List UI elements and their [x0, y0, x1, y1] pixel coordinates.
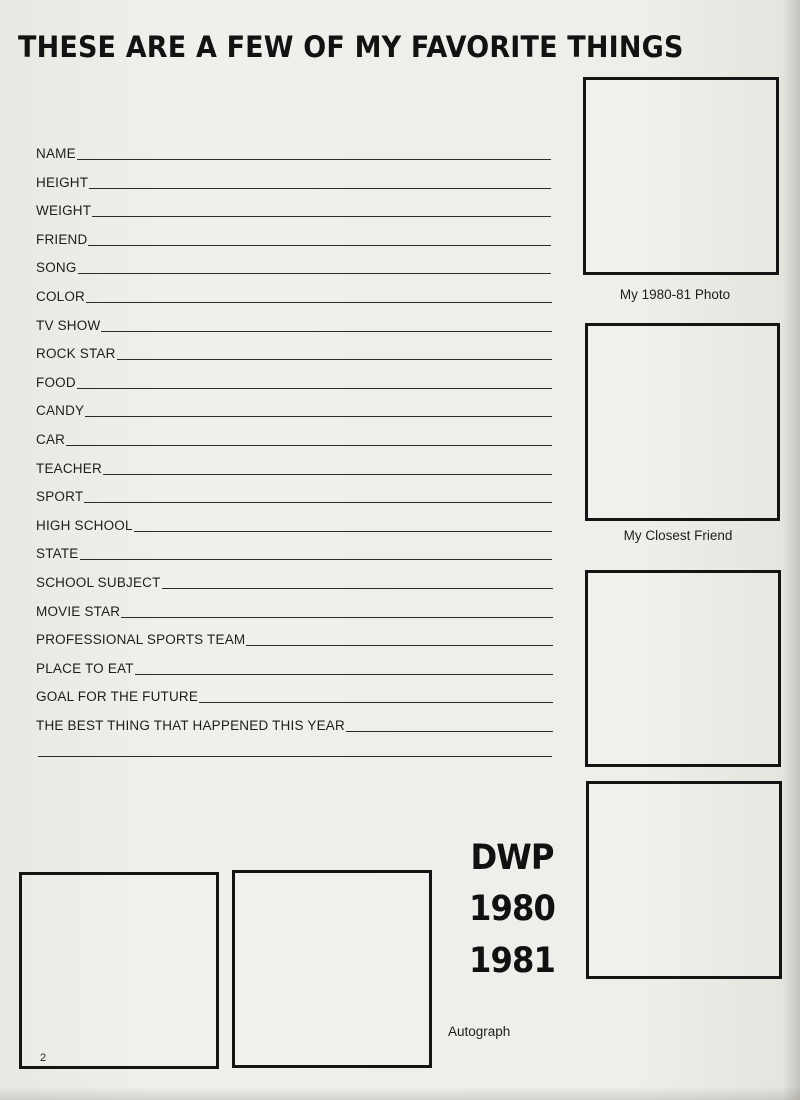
form-field-answer-line[interactable]: [84, 502, 552, 503]
form-field-label: SPORT: [36, 489, 84, 505]
autograph-label: Autograph: [448, 1024, 511, 1039]
form-field-label: FRIEND: [36, 231, 88, 247]
form-field-label: ROCK STAR: [36, 346, 116, 362]
form-field-answer-line[interactable]: [77, 159, 551, 160]
form-field-label: CAR: [36, 432, 66, 447]
form-field-answer-line[interactable]: [117, 359, 552, 360]
form-field-answer-line[interactable]: [78, 273, 552, 274]
form-field-row: [36, 142, 551, 162]
form-field-label: HEIGHT: [36, 174, 89, 190]
form-field-label: PROFESSIONAL SPORTS TEAM: [36, 632, 246, 648]
stamp-year-1981: 1981: [469, 941, 555, 981]
form-field-label: SCHOOL SUBJECT: [36, 575, 161, 590]
form-field-row: [36, 428, 552, 448]
autograph-box-2: [232, 870, 432, 1068]
form-field-row: [36, 657, 553, 677]
form-field-row: [36, 256, 551, 276]
extra-answer-line[interactable]: [38, 756, 552, 757]
form-field-answer-line[interactable]: [134, 531, 553, 532]
form-field-answer-line[interactable]: [86, 302, 551, 303]
stamp-year-1980: 1980: [469, 889, 555, 929]
form-field-answer-line[interactable]: [103, 474, 552, 475]
autograph-box-1: [19, 872, 219, 1069]
form-field-label: NAME: [36, 146, 76, 161]
form-field-row: [36, 714, 553, 734]
form-field-row: [36, 542, 552, 562]
form-field-label: THE BEST THING THAT HAPPENED THIS YEAR: [36, 718, 345, 733]
page-bottom-shadow: [0, 1086, 800, 1100]
page-title: THESE ARE A FEW OF MY FAVORITE THINGS: [18, 30, 684, 64]
form-field-answer-line[interactable]: [77, 388, 552, 389]
form-field-answer-line[interactable]: [89, 188, 551, 189]
form-field-label: TEACHER: [36, 460, 102, 476]
photo-box-4: [586, 781, 782, 979]
form-field-answer-line[interactable]: [66, 445, 552, 446]
form-field-row: [36, 485, 552, 505]
form-field-answer-line[interactable]: [121, 617, 552, 618]
form-field-label: STATE: [36, 546, 79, 562]
form-field-answer-line[interactable]: [199, 702, 553, 703]
form-field-label: CANDY: [36, 403, 85, 419]
form-field-label: HIGH SCHOOL: [36, 517, 133, 533]
form-field-row: [36, 514, 552, 534]
form-field-label: COLOR: [36, 289, 86, 304]
form-field-answer-line[interactable]: [135, 674, 553, 675]
page-number: 2: [40, 1052, 47, 1064]
closest-friend-photo-box: [585, 323, 780, 521]
form-field-label: MOVIE STAR: [36, 603, 121, 619]
form-field-answer-line[interactable]: [246, 645, 552, 646]
form-field-row: [36, 199, 551, 219]
photo-box-1980-81: [583, 77, 779, 275]
form-field-row: [36, 685, 553, 705]
form-field-answer-line[interactable]: [92, 216, 551, 217]
form-field-label: GOAL FOR THE FUTURE: [36, 689, 199, 705]
closest-friend-caption: My Closest Friend: [623, 528, 733, 543]
form-field-answer-line[interactable]: [346, 731, 553, 732]
form-field-answer-line[interactable]: [85, 416, 552, 417]
photo-box-3: [585, 570, 781, 767]
form-field-label: TV SHOW: [36, 317, 101, 333]
form-field-row: [36, 457, 552, 477]
form-field-answer-line[interactable]: [162, 588, 553, 589]
form-field-row: [36, 342, 552, 362]
form-field-row: [36, 571, 553, 591]
form-field-row: [36, 285, 552, 305]
form-field-label: FOOD: [36, 374, 76, 390]
form-field-row: [36, 399, 552, 419]
form-field-answer-line[interactable]: [80, 559, 553, 560]
form-field-row: [36, 228, 551, 248]
form-field-row: [36, 600, 553, 620]
form-field-label: PLACE TO EAT: [36, 660, 134, 676]
form-field-answer-line[interactable]: [101, 331, 551, 332]
page-edge-shadow: [782, 0, 800, 1100]
form-field-row: [36, 314, 552, 334]
form-field-row: [36, 628, 553, 648]
stamp-dwp: DWP: [470, 838, 554, 878]
form-field-answer-line[interactable]: [88, 245, 551, 246]
photo-caption: My 1980-81 Photo: [619, 287, 731, 302]
form-field-label: SONG: [36, 260, 77, 276]
form-field-row: [36, 171, 551, 191]
form-field-label: WEIGHT: [36, 203, 92, 219]
form-field-row: [36, 371, 552, 391]
